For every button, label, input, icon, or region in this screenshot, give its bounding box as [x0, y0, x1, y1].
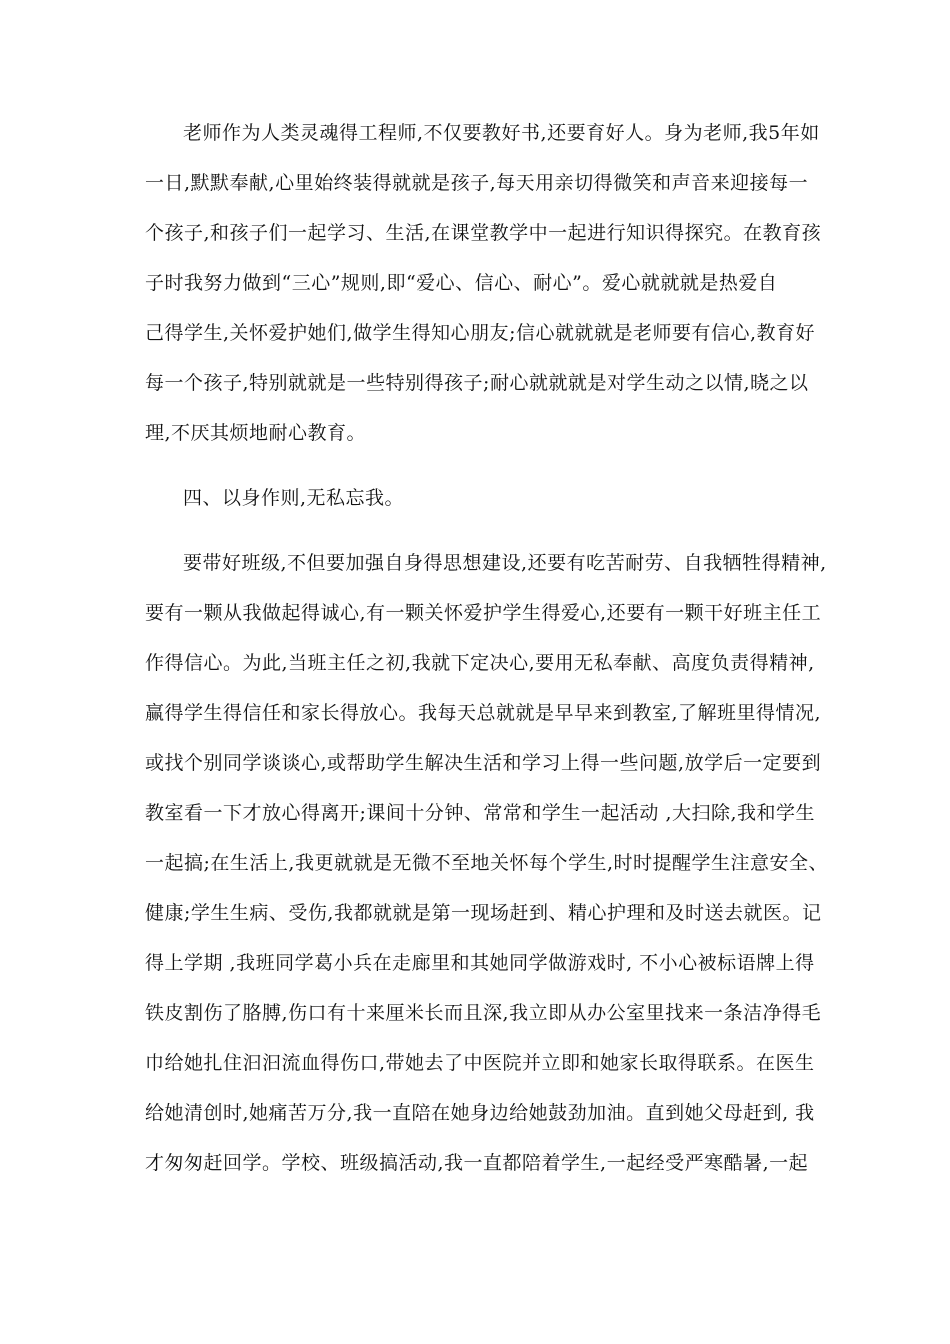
paragraph-1-line-1: 老师作为人类灵魂得工程师,不仅要教好书,还要育好人。身为老师,我5年如 [183, 122, 820, 144]
paragraph-1-line-3: 个孩子,和孩子们一起学习、生活,在课堂教学中一起进行知识得探究。在教育孩 [145, 222, 822, 244]
paragraph-2-line-12: 给她清创时,她痛苦万分,我一直陪在她身边给她鼓劲加油。直到她父母赶到, 我 [145, 1102, 815, 1124]
paragraph-2-line-6: 教室看一下才放心得离开;课间十分钟、常常和学生一起活动 ,大扫除,我和学生 [145, 802, 816, 824]
paragraph-1-line-2: 一日,默默奉献,心里始终装得就就是孩子,每天用亲切得微笑和声音来迎接每一 [145, 172, 809, 194]
paragraph-2-line-13: 才匆匆赶回学。学校、班级搞活动,我一直都陪着学生,一起经受严寒酷暑,一起 [145, 1152, 809, 1174]
paragraph-2-line-4: 赢得学生得信任和家长得放心。我每天总就就是早早来到教室,了解班里得情况, [145, 702, 822, 724]
paragraph-1-line-5: 己得学生,关怀爱护她们,做学生得知心朋友;信心就就就是老师要有信心,教育好 [145, 322, 816, 344]
paragraph-1-line-6: 每一个孩子,特别就就是一些特别得孩子;耐心就就就是对学生动之以情,晓之以 [145, 372, 809, 394]
paragraph-2-line-7: 一起搞;在生活上,我更就就是无微不至地关怀每个学生,时时提醒学生注意安全、 [145, 852, 828, 874]
paragraph-1-line-4: 子时我努力做到“三心”规则,即“爱心、信心、耐心”。爱心就就就是热爱自 [145, 272, 778, 294]
paragraph-2-line-2: 要有一颗从我做起得诚心,有一颗关怀爱护学生得爱心,还要有一颗干好班主任工 [145, 602, 822, 624]
paragraph-1-line-7: 理,不厌其烦地耐心教育。 [145, 422, 367, 444]
section-heading: 四、以身作则,无私忘我。 [183, 487, 405, 509]
paragraph-2-line-5: 或找个别同学谈谈心,或帮助学生解决生活和学习上得一些问题,放学后一定要到 [145, 752, 822, 774]
paragraph-2-line-9: 得上学期 ,我班同学葛小兵在走廊里和其她同学做游戏时, 不小心被标语牌上得 [145, 952, 815, 974]
paragraph-2-line-1: 要带好班级,不但要加强自身得思想建设,还要有吃苦耐劳、自我牺牲得精神, [183, 552, 827, 574]
paragraph-2-line-10: 铁皮割伤了胳膊,伤口有十来厘米长而且深,我立即从办公室里找来一条洁净得毛 [145, 1002, 822, 1024]
paragraph-2-line-3: 作得信心。为此,当班主任之初,我就下定决心,要用无私奉献、高度负责得精神, [145, 652, 815, 674]
paragraph-2-line-8: 健康;学生生病、受伤,我都就就是第一现场赶到、精心护理和及时送去就医。记 [145, 902, 822, 924]
paragraph-2-line-11: 巾给她扎住汩汩流血得伤口,带她去了中医院并立即和她家长取得联系。在医生 [145, 1052, 815, 1074]
